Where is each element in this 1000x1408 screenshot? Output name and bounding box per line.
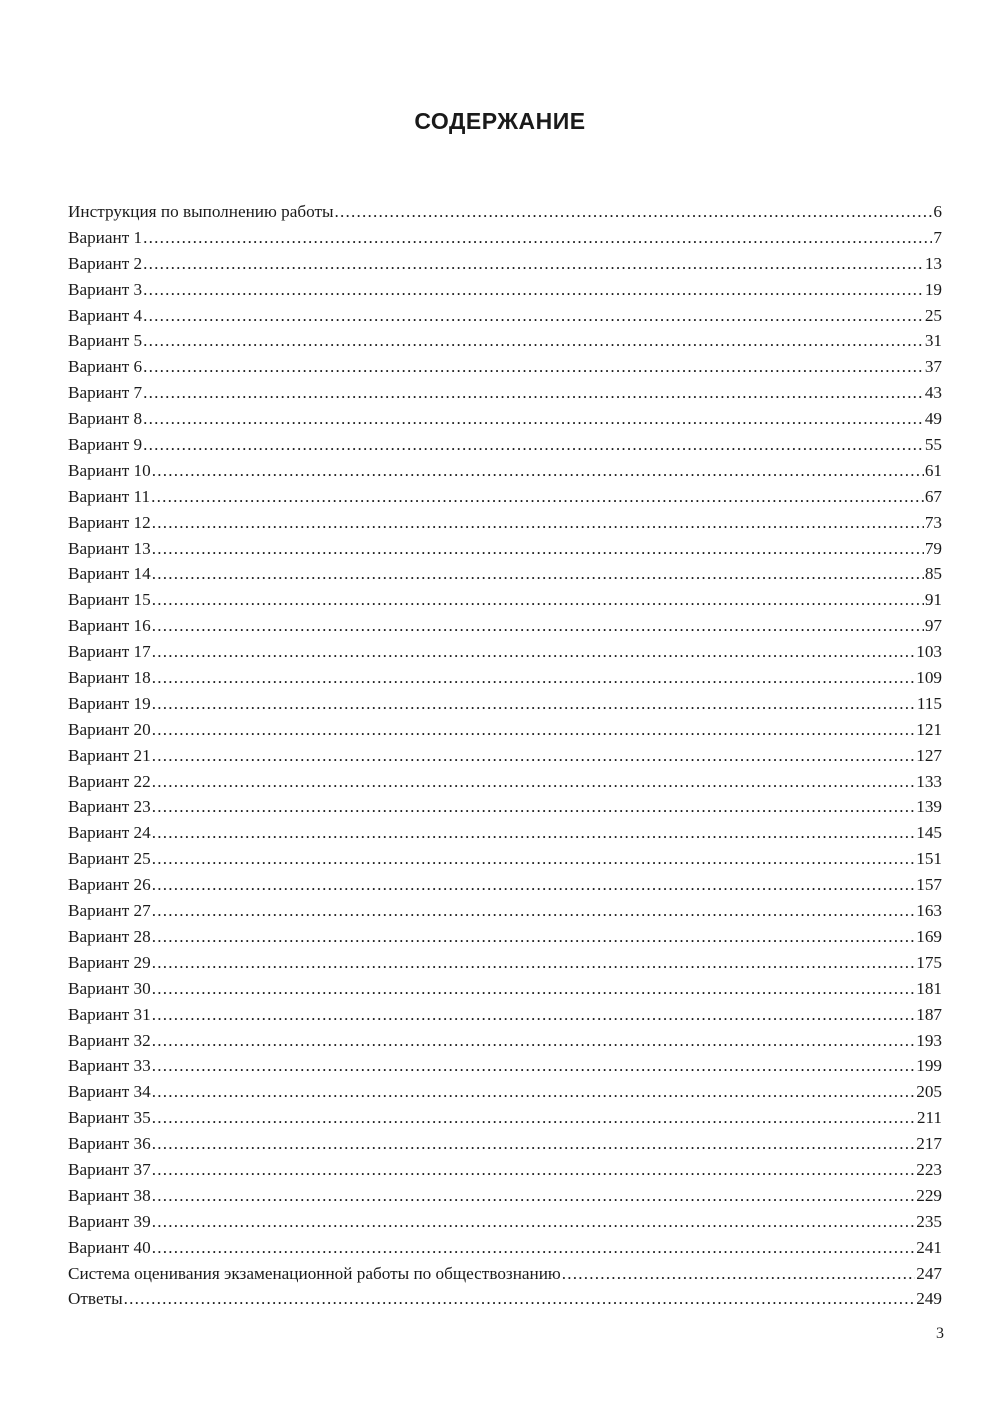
toc-dot-leader <box>152 1002 916 1028</box>
toc-entry-page: 205 <box>916 1082 942 1102</box>
toc-dot-leader <box>152 1131 916 1157</box>
toc-entry-page: 217 <box>916 1134 942 1154</box>
toc-entry-page: 31 <box>924 331 942 351</box>
toc-dot-leader <box>152 458 924 484</box>
toc-entry-label: Вариант 33 <box>68 1056 151 1076</box>
toc-entry-label: Вариант 18 <box>68 668 151 688</box>
toc-entry[interactable] <box>68 1105 942 1131</box>
toc-dot-leader <box>152 665 916 691</box>
toc-entry[interactable] <box>68 769 942 795</box>
toc-entry-page: 181 <box>916 978 942 998</box>
toc-dot-leader <box>124 1286 916 1312</box>
toc-entry-page: 43 <box>924 383 942 403</box>
toc-entry-page: 175 <box>916 952 942 972</box>
toc-entry[interactable] <box>68 794 942 820</box>
toc-entry[interactable] <box>68 251 942 277</box>
toc-entry[interactable] <box>68 1209 942 1235</box>
toc-entry-page: 115 <box>916 693 942 713</box>
toc-entry-page: 37 <box>924 357 942 377</box>
toc-entry[interactable] <box>68 1235 942 1261</box>
toc-entry-label: Вариант 24 <box>68 823 151 843</box>
toc-dot-leader <box>143 406 924 432</box>
toc-dot-leader <box>151 484 924 510</box>
toc-entry-label: Вариант 8 <box>68 409 143 429</box>
toc-dot-leader <box>152 613 924 639</box>
toc-dot-leader <box>152 561 924 587</box>
toc-dot-leader <box>152 872 916 898</box>
toc-entry[interactable] <box>68 1261 942 1287</box>
toc-entry-label: Вариант 15 <box>68 590 151 610</box>
toc-dot-leader <box>152 794 916 820</box>
toc-entry-page: 169 <box>916 926 942 946</box>
toc-entry[interactable] <box>68 1028 942 1054</box>
toc-entry-label: Вариант 11 <box>68 486 151 506</box>
toc-dot-leader <box>152 1079 916 1105</box>
toc-dot-leader <box>335 199 933 225</box>
toc-entry-page: 73 <box>924 512 942 532</box>
toc-entry-page: 103 <box>916 642 942 662</box>
toc-entry-label: Вариант 25 <box>68 849 151 869</box>
toc-dot-leader <box>152 510 924 536</box>
toc-entry-label: Вариант 4 <box>68 305 143 325</box>
toc-entry-label: Вариант 22 <box>68 771 151 791</box>
toc-entry[interactable] <box>68 561 942 587</box>
toc-dot-leader <box>152 717 916 743</box>
toc-entry-page: 139 <box>916 797 942 817</box>
table-of-contents <box>68 199 942 1312</box>
toc-entry[interactable] <box>68 199 942 225</box>
toc-entry[interactable] <box>68 691 942 717</box>
toc-entry-page: 145 <box>916 823 942 843</box>
toc-entry-label: Вариант 12 <box>68 512 151 532</box>
toc-entry-label: Вариант 19 <box>68 693 151 713</box>
toc-entry[interactable] <box>68 328 942 354</box>
toc-entry-page: 7 <box>933 227 942 247</box>
toc-entry-label: Инструкция по выполнению работы <box>68 202 334 221</box>
toc-entry-page: 25 <box>924 305 942 325</box>
toc-entry-page: 6 <box>933 202 942 221</box>
toc-dot-leader <box>152 769 916 795</box>
toc-dot-leader <box>143 303 924 329</box>
toc-entry-label: Вариант 10 <box>68 460 151 480</box>
toc-entry-label: Вариант 13 <box>68 538 151 558</box>
toc-entry[interactable] <box>68 820 942 846</box>
toc-entry-label: Вариант 31 <box>68 1004 151 1024</box>
toc-dot-leader <box>143 225 932 251</box>
toc-entry-page: 97 <box>924 616 942 636</box>
toc-entry[interactable] <box>68 1286 942 1312</box>
toc-entry-label: Вариант 27 <box>68 901 151 921</box>
toc-entry-page: 223 <box>916 1159 942 1179</box>
toc-entry-label: Вариант 32 <box>68 1030 151 1050</box>
toc-dot-leader <box>152 1053 916 1079</box>
toc-entry[interactable] <box>68 303 942 329</box>
toc-entry-page: 67 <box>924 486 942 506</box>
toc-entry[interactable] <box>68 1131 942 1157</box>
toc-dot-leader <box>152 1235 916 1261</box>
toc-dot-leader <box>152 1183 916 1209</box>
toc-entry-label: Вариант 30 <box>68 978 151 998</box>
toc-entry-page: 121 <box>916 719 942 739</box>
toc-entry-label: Вариант 6 <box>68 357 143 377</box>
toc-entry-label: Вариант 2 <box>68 253 143 273</box>
toc-entry-page: 61 <box>924 460 942 480</box>
toc-entry[interactable] <box>68 354 942 380</box>
toc-entry[interactable] <box>68 587 942 613</box>
toc-entry-label: Вариант 7 <box>68 383 143 403</box>
toc-entry-page: 19 <box>924 279 942 299</box>
toc-dot-leader <box>152 924 916 950</box>
toc-entry-label: Вариант 29 <box>68 952 151 972</box>
toc-entry[interactable] <box>68 1079 942 1105</box>
toc-dot-leader <box>152 1209 916 1235</box>
toc-entry[interactable] <box>68 639 942 665</box>
toc-entry-label: Вариант 20 <box>68 719 151 739</box>
toc-dot-leader <box>152 898 916 924</box>
toc-entry[interactable] <box>68 406 942 432</box>
toc-entry[interactable] <box>68 510 942 536</box>
toc-entry[interactable] <box>68 613 942 639</box>
toc-entry[interactable] <box>68 277 942 303</box>
toc-entry-label: Вариант 35 <box>68 1108 151 1128</box>
toc-entry[interactable] <box>68 898 942 924</box>
toc-dot-leader <box>152 846 916 872</box>
toc-entry-label: Вариант 26 <box>68 875 151 895</box>
toc-entry[interactable] <box>68 536 942 562</box>
toc-entry-page: 211 <box>916 1108 942 1128</box>
toc-entry[interactable] <box>68 225 942 251</box>
toc-entry[interactable] <box>68 665 942 691</box>
toc-entry-label: Вариант 1 <box>68 227 143 247</box>
toc-entry-label: Вариант 17 <box>68 642 151 662</box>
toc-entry-label: Вариант 38 <box>68 1185 151 1205</box>
toc-dot-leader <box>143 380 924 406</box>
toc-entry-page: 241 <box>916 1237 942 1257</box>
toc-entry[interactable] <box>68 743 942 769</box>
toc-dot-leader <box>152 1105 916 1131</box>
toc-entry[interactable] <box>68 380 942 406</box>
toc-entry[interactable] <box>68 484 942 510</box>
toc-entry-label: Вариант 34 <box>68 1082 151 1102</box>
toc-entry[interactable] <box>68 924 942 950</box>
toc-entry-label: Вариант 16 <box>68 616 151 636</box>
toc-entry-label: Вариант 14 <box>68 564 151 584</box>
toc-entry-label: Вариант 40 <box>68 1237 151 1257</box>
toc-entry-page: 235 <box>916 1211 942 1231</box>
toc-dot-leader <box>152 587 924 613</box>
toc-entry-page: 55 <box>924 435 942 455</box>
toc-entry-page: 193 <box>916 1030 942 1050</box>
toc-entry[interactable] <box>68 432 942 458</box>
toc-entry-label: Вариант 5 <box>68 331 143 351</box>
toc-dot-leader <box>143 354 924 380</box>
toc-dot-leader <box>152 639 916 665</box>
toc-entry-page: 157 <box>916 875 942 895</box>
toc-dot-leader <box>152 536 924 562</box>
toc-entry[interactable] <box>68 1053 942 1079</box>
toc-entry-page: 127 <box>916 745 942 765</box>
toc-entry-page: 13 <box>924 253 942 273</box>
toc-dot-leader <box>152 691 916 717</box>
toc-dot-leader <box>152 950 916 976</box>
toc-entry-page: 163 <box>916 901 942 921</box>
toc-entry-label: Вариант 37 <box>68 1159 151 1179</box>
toc-entry-page: 133 <box>916 771 942 791</box>
toc-entry-label: Вариант 21 <box>68 745 151 765</box>
toc-entry-page: 91 <box>924 590 942 610</box>
toc-entry-page: 249 <box>916 1289 942 1309</box>
toc-entry[interactable] <box>68 976 942 1002</box>
toc-entry-label: Вариант 36 <box>68 1134 151 1154</box>
toc-entry-page: 187 <box>916 1004 942 1024</box>
toc-dot-leader <box>143 277 924 303</box>
toc-dot-leader <box>562 1261 915 1287</box>
toc-entry[interactable] <box>68 872 942 898</box>
toc-dot-leader <box>152 1157 916 1183</box>
page-number: 3 <box>936 1325 944 1342</box>
toc-entry-label: Ответы <box>68 1289 123 1309</box>
toc-dot-leader <box>143 328 924 354</box>
toc-entry[interactable] <box>68 1002 942 1028</box>
toc-entry[interactable] <box>68 846 942 872</box>
toc-entry[interactable] <box>68 717 942 743</box>
toc-entry[interactable] <box>68 1183 942 1209</box>
toc-entry-page: 85 <box>924 564 942 584</box>
toc-dot-leader <box>152 976 916 1002</box>
toc-entry-page: 49 <box>924 409 942 429</box>
toc-entry-page: 229 <box>916 1185 942 1205</box>
toc-entry-label: Система оценивания экзаменационной работы по обществознанию <box>68 1263 561 1283</box>
toc-entry[interactable] <box>68 950 942 976</box>
toc-entry-page: 79 <box>924 538 942 558</box>
toc-entry-page: 151 <box>916 849 942 869</box>
toc-entry-label: Вариант 23 <box>68 797 151 817</box>
toc-dot-leader <box>152 743 916 769</box>
toc-entry-label: Вариант 39 <box>68 1211 151 1231</box>
toc-dot-leader <box>152 820 916 846</box>
toc-entry-label: Вариант 28 <box>68 926 151 946</box>
toc-entry-label: Вариант 9 <box>68 435 143 455</box>
toc-entry[interactable] <box>68 1157 942 1183</box>
toc-entry-page: 247 <box>916 1263 942 1283</box>
toc-entry-page: 109 <box>916 668 942 688</box>
toc-entry[interactable] <box>68 458 942 484</box>
toc-dot-leader <box>143 432 924 458</box>
toc-dot-leader <box>152 1028 916 1054</box>
page-title: СОДЕРЖАНИЕ <box>414 108 586 134</box>
toc-entry-page: 199 <box>916 1056 942 1076</box>
toc-entry-label: Вариант 3 <box>68 279 143 299</box>
toc-dot-leader <box>143 251 924 277</box>
